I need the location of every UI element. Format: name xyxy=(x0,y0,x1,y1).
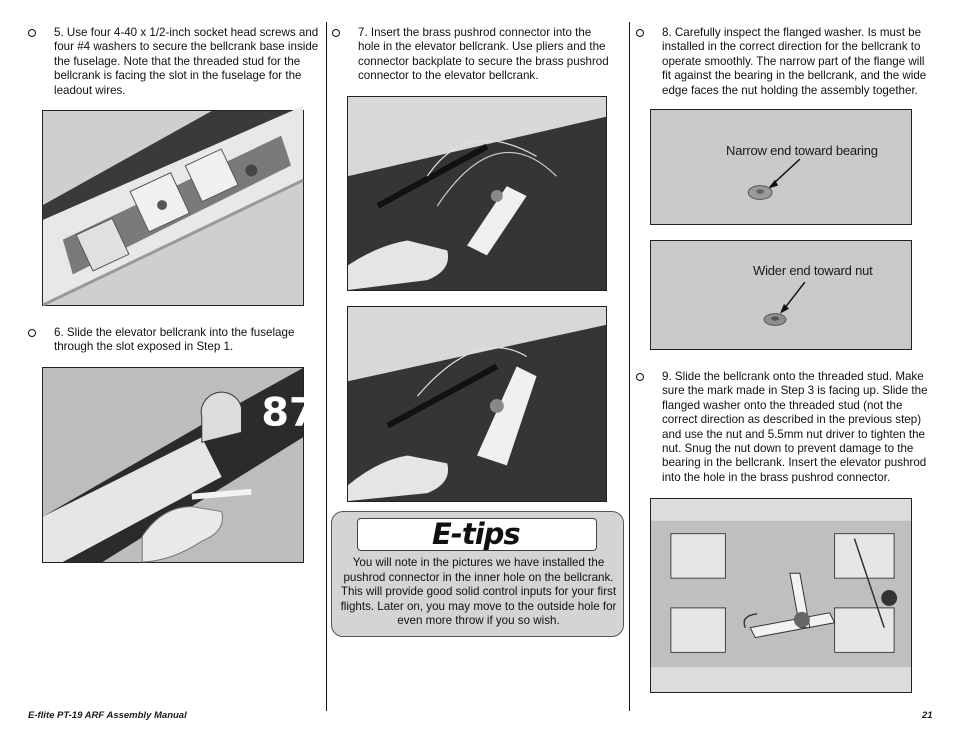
etips-text: You will note in the pictures we have installed the pushrod connector in the inner hole on the bellcrank. This will provide good solid control inputs for your first flights. Later on, you may move to the outside hole for even more throw if you so wish. xyxy=(340,556,617,628)
etips-box xyxy=(331,511,624,637)
column-rule-left xyxy=(326,22,327,711)
bullet-icon xyxy=(332,29,340,37)
photo-pushrod-connector-1 xyxy=(347,96,607,291)
step-7-text: 7. Insert the brass pushrod connector into the hole in the elevator bellcrank. Use pliers and the connector backplate to secure the brass pushrod connector to the elevator bellcrank. xyxy=(358,26,609,83)
footer-manual-title: E-flite PT-19 ARF Assembly Manual xyxy=(28,710,187,721)
step-6-text: 6. Slide the elevator bellcrank into the fuselage through the slot exposed in Step 1. xyxy=(54,326,295,354)
etips-banner xyxy=(357,518,597,551)
column-rule-right xyxy=(629,22,630,711)
photo-slide-bellcrank xyxy=(42,367,317,563)
photo-bellcrank-installed xyxy=(650,498,912,693)
step-8-text: 8. Carefully inspect the flanged washer. Is must be installed in the correct direction for the bellcrank to operate smoothly. The narrow part of the flange will fit against the bearing in the bellcrank, and the wide edge faces the nut holding the assembly together. xyxy=(662,26,927,97)
step-9 xyxy=(636,370,932,485)
step-7 xyxy=(332,26,612,84)
photo-bellcrank-base xyxy=(42,110,304,306)
step-9-text: 9. Slide the bellcrank onto the threaded stud. Make sure the mark made in Step 3 is facing up. Slide the flanged washer onto the threaded stud (not the correct direction as described in the previous step) and use the nut and 5.5mm nut driver to tighten the nut. Snug the nut down to prevent damage to the bearing in the bellcrank. Insert the elevator pushrod into the hole in the brass pushrod connector. xyxy=(662,370,928,484)
bullet-icon xyxy=(28,29,36,37)
bullet-icon xyxy=(28,329,36,337)
fuselage-number: 87 xyxy=(261,389,317,436)
bullet-icon xyxy=(636,29,644,37)
etips-logo: E-tips xyxy=(432,517,520,551)
step-8 xyxy=(636,26,932,98)
bullet-icon xyxy=(636,373,644,381)
step-6 xyxy=(28,326,320,355)
step-5 xyxy=(28,26,320,98)
photo-washer-narrow xyxy=(650,109,912,225)
step-5-text: 5. Use four 4-40 x 1/2-inch socket head screws and four #4 washers to secure the bellcrank base inside the fuselage. Note that the threaded stud for the bellcrank is facing the slot in the fuselage for the leadout wires. xyxy=(54,26,319,97)
photo-pushrod-connector-2 xyxy=(347,306,607,502)
footer-page-number: 21 xyxy=(922,710,933,721)
washer-wide-caption: Wider end toward nut xyxy=(753,263,873,278)
washer-narrow-caption: Narrow end toward bearing xyxy=(726,143,878,158)
photo-washer-wide xyxy=(650,240,912,350)
